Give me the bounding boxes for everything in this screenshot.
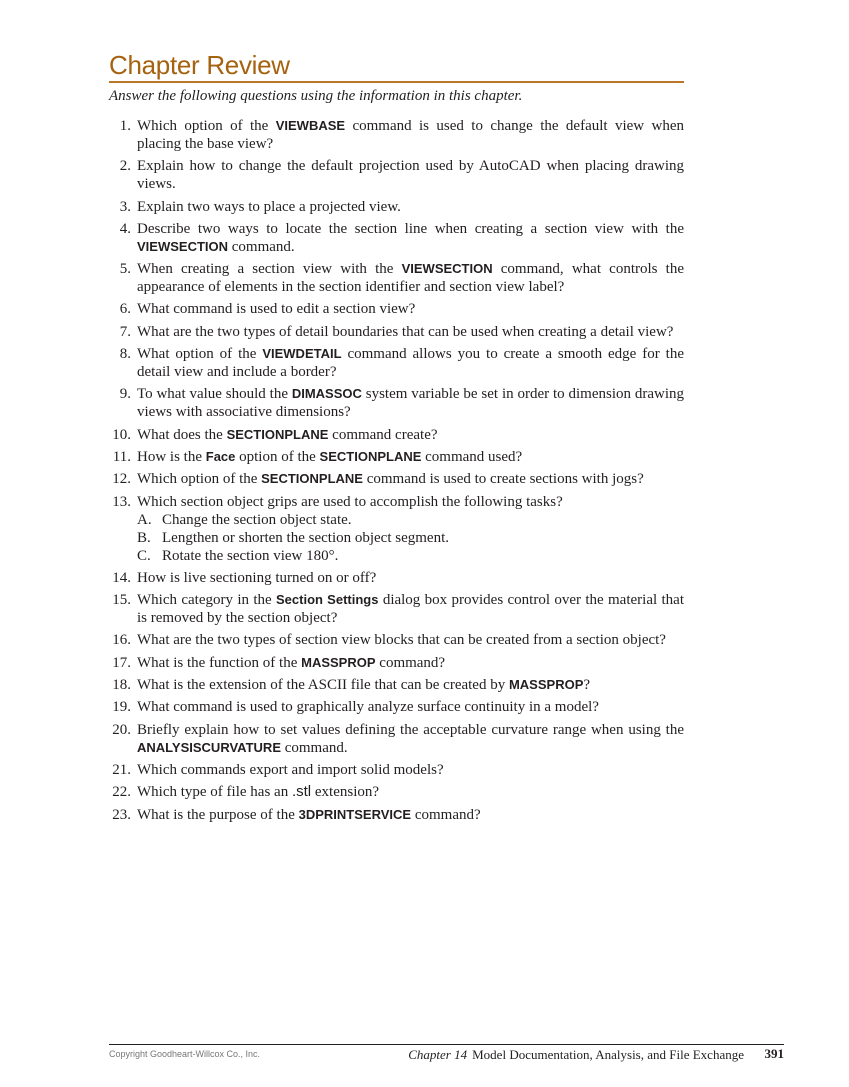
question-text: system variable be set in order to dimension drawing views with associative dimensions? — [137, 386, 684, 421]
question-text: .stl — [291, 783, 312, 801]
question-text: Explain how to change the default projection used by AutoCAD when placing drawing views. — [137, 158, 684, 193]
question-number: 19. — [112, 699, 131, 716]
question-number: 17. — [112, 654, 131, 671]
question-number: 7. — [119, 323, 131, 340]
question-number: 21. — [112, 761, 131, 778]
command-name: VIEWDETAIL — [262, 346, 342, 362]
command-name: SECTIONPLANE — [226, 426, 329, 442]
question-item — [109, 493, 684, 565]
command-name: MASSPROP — [301, 654, 376, 670]
command-name: MASSPROP — [508, 677, 584, 693]
command-name: Face — [205, 448, 236, 464]
question-text: What command is used to edit a section view? — [137, 301, 416, 318]
question-text: Which option of the — [137, 118, 276, 134]
question-text: command is used to change the default view when placing the base view? — [137, 118, 684, 152]
sub-text: Lengthen or shorten the section object segment. — [162, 529, 449, 546]
question-text: What is the purpose of the — [137, 806, 299, 823]
question-item — [109, 117, 684, 153]
question-text: Which type of file has an — [137, 784, 292, 801]
question-number: 22. — [112, 784, 131, 801]
question-text: option of the — [235, 448, 320, 465]
question-text: What is the extension of the ASCII file that can be created by — [137, 677, 509, 694]
question-number: 18. — [112, 677, 131, 694]
question-text: dialog box provides control over the material that is removed by the section object? — [137, 592, 684, 627]
command-name: 3DPRINTSERVICE — [298, 806, 412, 822]
question-text: command is used to create sections with jogs? — [362, 471, 644, 488]
sub-question — [137, 511, 684, 529]
question-text: Which option of the — [137, 471, 262, 488]
intro-text: Answer the following questions using the information in this chapter. — [109, 88, 523, 104]
question-item — [109, 385, 684, 421]
question-text: Which section object grips are used to accomplish the following tasks? — [137, 493, 563, 510]
question-item — [109, 220, 684, 256]
question-item — [109, 721, 684, 757]
question-list — [109, 117, 684, 828]
question-text: When creating a section view with the — [137, 261, 402, 278]
question-number: 11. — [112, 448, 131, 465]
chapter-number: Chapter 14 — [408, 1047, 468, 1062]
sub-letter: A. — [137, 511, 152, 528]
question-item — [109, 157, 684, 193]
command-name: VIEWBASE — [275, 118, 346, 133]
question-text: command create? — [328, 426, 438, 443]
question-text: Briefly explain how to set values defining the acceptable curvature range when using the — [137, 721, 684, 738]
question-text: command used? — [421, 448, 523, 465]
question-number: 15. — [112, 592, 131, 609]
question-number: 10. — [112, 426, 131, 443]
sub-letter: B. — [137, 529, 151, 546]
question-text: What are the two types of section view blocks that can be created from a section object? — [137, 632, 666, 649]
question-item — [109, 198, 684, 216]
command-name: VIEWSECTION — [401, 261, 493, 277]
question-text: How is live sectioning turned on or off? — [137, 569, 377, 586]
question-text: command? — [411, 806, 481, 823]
question-number: 8. — [119, 346, 131, 363]
question-text: command allows you to create a smooth edge for the detail view and include a border? — [137, 346, 684, 381]
question-number: 23. — [112, 806, 131, 823]
chapter-title: Model Documentation, Analysis, and File Exchange — [472, 1047, 744, 1062]
question-item — [109, 448, 684, 466]
sub-letter: C. — [137, 547, 151, 564]
question-text: Which commands export and import solid models? — [137, 761, 444, 778]
question-text: What does the — [137, 426, 227, 443]
footer — [109, 1044, 784, 1067]
page-number: 391 — [764, 1046, 784, 1061]
sub-text: Change the section object state. — [162, 511, 352, 528]
page-title: Chapter Review — [109, 50, 290, 80]
question-item — [109, 345, 684, 381]
question-item — [109, 654, 684, 672]
question-number: 16. — [112, 632, 131, 649]
question-text: command? — [375, 654, 446, 671]
command-name: VIEWSECTION — [137, 238, 229, 254]
sub-text: Rotate the section view 180°. — [162, 547, 339, 564]
title-rule — [109, 81, 684, 83]
question-item — [109, 591, 684, 627]
question-text: What are the two types of detail boundaries that can be used when creating a detail view? — [137, 323, 674, 340]
question-number: 6. — [119, 301, 131, 318]
question-text: What is the function of the — [137, 654, 302, 671]
question-item — [109, 783, 684, 801]
question-text: Describe two ways to locate the section line when creating a section view with the — [137, 220, 684, 237]
question-number: 14. — [112, 569, 131, 586]
question-text: ? — [583, 677, 591, 694]
question-item — [109, 698, 684, 716]
question-text: command, what controls the appearance of elements in the section identifier and section view label? — [137, 261, 684, 296]
sub-question — [137, 529, 684, 547]
question-item — [109, 426, 684, 444]
question-number: 13. — [112, 493, 131, 510]
question-item — [109, 300, 684, 318]
question-number: 12. — [112, 471, 131, 488]
question-text: What option of the — [137, 346, 263, 363]
command-name: SECTIONPLANE — [319, 448, 422, 464]
question-text: How is the — [137, 448, 206, 465]
question-item — [109, 260, 684, 296]
question-text: Explain two ways to place a projected view. — [137, 198, 401, 215]
question-item — [109, 323, 684, 341]
question-number: 1. — [119, 118, 131, 134]
question-text: What command is used to graphically analyze surface continuity in a model? — [137, 699, 599, 716]
question-text: command. — [280, 739, 348, 756]
command-name: Section Settings — [276, 592, 379, 608]
question-item — [109, 569, 684, 587]
question-number: 3. — [119, 198, 131, 215]
sub-question — [137, 547, 684, 565]
question-number: 4. — [119, 220, 131, 237]
question-text: To what value should the — [137, 386, 292, 403]
question-item — [109, 470, 684, 488]
copyright: Copyright Goodheart-Willcox Co., Inc. — [109, 1049, 261, 1059]
question-item — [109, 676, 684, 694]
question-text: Which category in the — [137, 592, 277, 609]
question-number: 2. — [119, 158, 131, 175]
question-text: extension? — [311, 784, 380, 801]
question-item — [109, 761, 684, 779]
question-item — [109, 806, 684, 824]
command-name: ANALYSISCURVATURE — [137, 739, 281, 755]
question-number: 9. — [119, 386, 131, 403]
running-footer — [408, 1047, 744, 1063]
question-number: 20. — [112, 721, 131, 738]
question-number: 5. — [119, 261, 131, 278]
question-item — [109, 631, 684, 649]
command-name: SECTIONPLANE — [261, 471, 363, 487]
command-name: DIMASSOC — [291, 386, 362, 402]
question-text: command. — [228, 238, 295, 255]
